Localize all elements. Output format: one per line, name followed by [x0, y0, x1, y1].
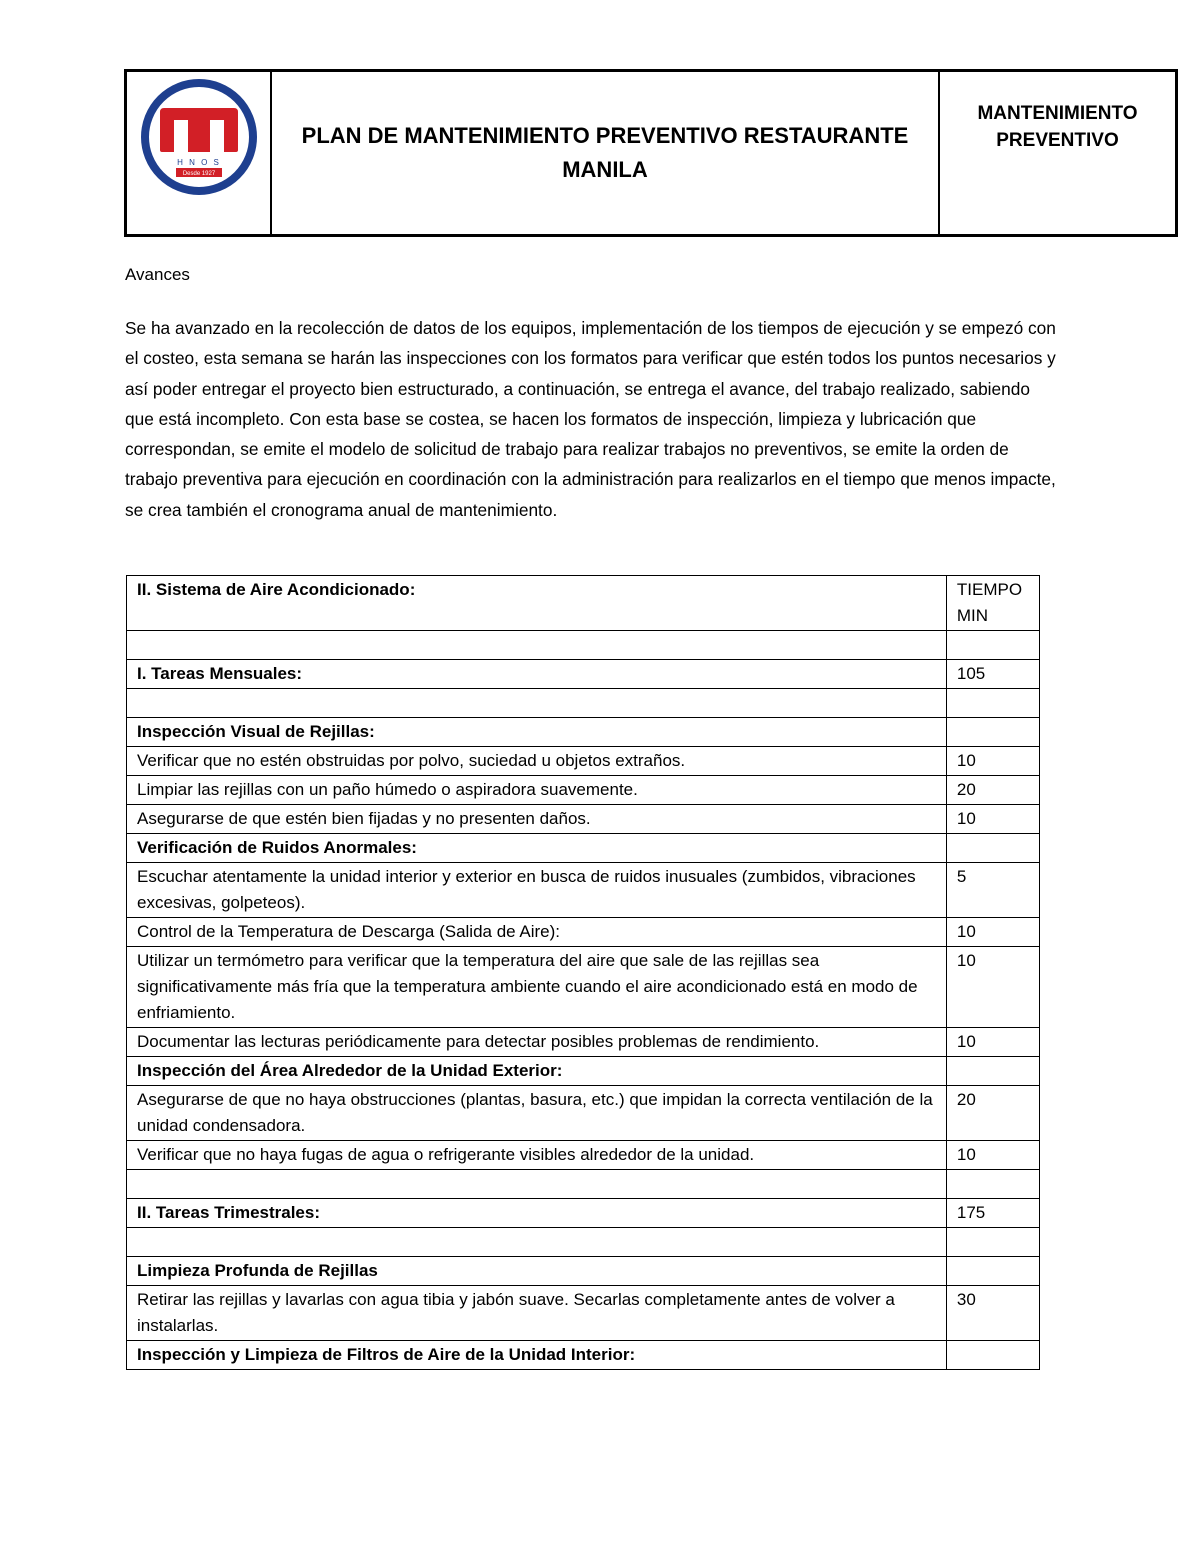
- document-title: [272, 72, 940, 234]
- time-cell: 105: [946, 660, 1039, 689]
- table-row: [127, 1341, 1040, 1370]
- task-cell: Asegurarse de que no haya obstrucciones (plantas, basura, etc.) que impidan la correcta ventilación de la unidad condensadora.: [127, 1086, 947, 1141]
- table-row: [127, 1228, 1040, 1257]
- time-cell: [946, 1341, 1039, 1370]
- table-row: [127, 863, 1040, 918]
- maintenance-task-table: [126, 575, 1040, 1370]
- table-row: [127, 918, 1040, 947]
- table-row: [127, 660, 1040, 689]
- time-cell: [946, 1257, 1039, 1286]
- logo-tagline: Desde 1927: [182, 171, 215, 177]
- time-cell: 5: [946, 863, 1039, 918]
- task-cell: I. Tareas Mensuales:: [127, 660, 947, 689]
- task-cell: [127, 1228, 947, 1257]
- table-row: [127, 718, 1040, 747]
- task-cell: Limpieza Profunda de Rejillas: [127, 1257, 947, 1286]
- section-heading: Avances: [125, 265, 190, 284]
- title-line-2: MANILA: [562, 157, 648, 182]
- task-cell: Verificar que no estén obstruidas por polvo, suciedad u objetos extraños.: [127, 747, 947, 776]
- time-cell: [946, 1170, 1039, 1199]
- task-cell: Inspección y Limpieza de Filtros de Aire de la Unidad Interior:: [127, 1341, 947, 1370]
- task-cell: Verificar que no haya fugas de agua o refrigerante visibles alrededor de la unidad.: [127, 1141, 947, 1170]
- task-cell: II. Tareas Trimestrales:: [127, 1199, 947, 1228]
- table-row: [127, 576, 1040, 631]
- table-row: [127, 947, 1040, 1028]
- time-cell: 10: [946, 1028, 1039, 1057]
- document-header: [124, 69, 1178, 237]
- table-row: [127, 1028, 1040, 1057]
- time-cell: 10: [946, 947, 1039, 1028]
- task-cell: Inspección Visual de Rejillas:: [127, 718, 947, 747]
- task-cell: Retirar las rejillas y lavarlas con agua tibia y jabón suave. Secarlas completamente antes de volver a instalarlas.: [127, 1286, 947, 1341]
- table-row: [127, 1199, 1040, 1228]
- task-cell: Verificación de Ruidos Anormales:: [127, 834, 947, 863]
- time-cell: 20: [946, 776, 1039, 805]
- time-cell: [946, 689, 1039, 718]
- task-cell: II. Sistema de Aire Acondicionado:: [127, 576, 947, 631]
- company-logo: [140, 78, 258, 196]
- task-cell: Inspección del Área Alrededor de la Unidad Exterior:: [127, 1057, 947, 1086]
- table-row: [127, 747, 1040, 776]
- time-cell: TIEMPO MIN: [946, 576, 1039, 631]
- document-category: [940, 72, 1175, 234]
- table-row: [127, 1286, 1040, 1341]
- task-cell: Escuchar atentamente la unidad interior y exterior en busca de ruidos inusuales (zumbidos, vibraciones excesivas, golpeteos).: [127, 863, 947, 918]
- time-cell: [946, 1057, 1039, 1086]
- task-cell: Documentar las lecturas periódicamente para detectar posibles problemas de rendimiento.: [127, 1028, 947, 1057]
- table-row: [127, 1141, 1040, 1170]
- category-line-1: MANTENIMIENTO: [977, 103, 1138, 124]
- table-row: [127, 1257, 1040, 1286]
- task-cell: [127, 689, 947, 718]
- table-row: [127, 776, 1040, 805]
- time-cell: [946, 1228, 1039, 1257]
- time-cell: 30: [946, 1286, 1039, 1341]
- task-cell: Limpiar las rejillas con un paño húmedo o aspiradora suavemente.: [127, 776, 947, 805]
- task-cell: [127, 1170, 947, 1199]
- progress-paragraph: Se ha avanzado en la recolección de datos de los equipos, implementación de los tiempos de ejecución y se empezó con el costeo, esta semana se harán las inspecciones con los formatos para verificar que estén todos los puntos necesarios y así poder entregar el proyecto bien estructurado, a continuación, se entrega el avance, del trabajo realizado, sabiendo que está incompleto. Con esta base se costea, se hacen los formatos de inspección, limpieza y lubricación que correspondan, se emite el modelo de solicitud de trabajo para realizar trabajos no preventivos, se emite la orden de trabajo preventiva para ejecución en coordinación con la administración para realizarlos en el tiempo que menos impacte, se crea también el cronograma anual de mantenimiento.: [125, 318, 1056, 520]
- time-cell: 10: [946, 805, 1039, 834]
- task-cell: Utilizar un termómetro para verificar que la temperatura del aire que sale de las rejillas sea significativamente más fría que la temperatura ambiente cuando el aire acondicionado está en modo de enfriamiento.: [127, 947, 947, 1028]
- time-cell: [946, 718, 1039, 747]
- logo-subtitle: H N O S: [176, 158, 221, 167]
- time-cell: [946, 631, 1039, 660]
- time-cell: 10: [946, 1141, 1039, 1170]
- table-row: [127, 1170, 1040, 1199]
- table-row: [127, 689, 1040, 718]
- time-cell: 10: [946, 918, 1039, 947]
- category-line-2: PREVENTIVO: [996, 130, 1119, 151]
- task-cell: [127, 631, 947, 660]
- task-cell: Control de la Temperatura de Descarga (Salida de Aire):: [127, 918, 947, 947]
- time-cell: 10: [946, 747, 1039, 776]
- table-row: [127, 631, 1040, 660]
- logo-cell: [127, 72, 272, 234]
- table-row: [127, 1057, 1040, 1086]
- title-line-1: PLAN DE MANTENIMIENTO PREVENTIVO RESTAURANTE: [301, 123, 909, 148]
- time-cell: 20: [946, 1086, 1039, 1141]
- task-cell: Asegurarse de que estén bien fijadas y no presenten daños.: [127, 805, 947, 834]
- table-row: [127, 834, 1040, 863]
- table-row: [127, 1086, 1040, 1141]
- time-cell: 175: [946, 1199, 1039, 1228]
- table-row: [127, 805, 1040, 834]
- time-cell: [946, 834, 1039, 863]
